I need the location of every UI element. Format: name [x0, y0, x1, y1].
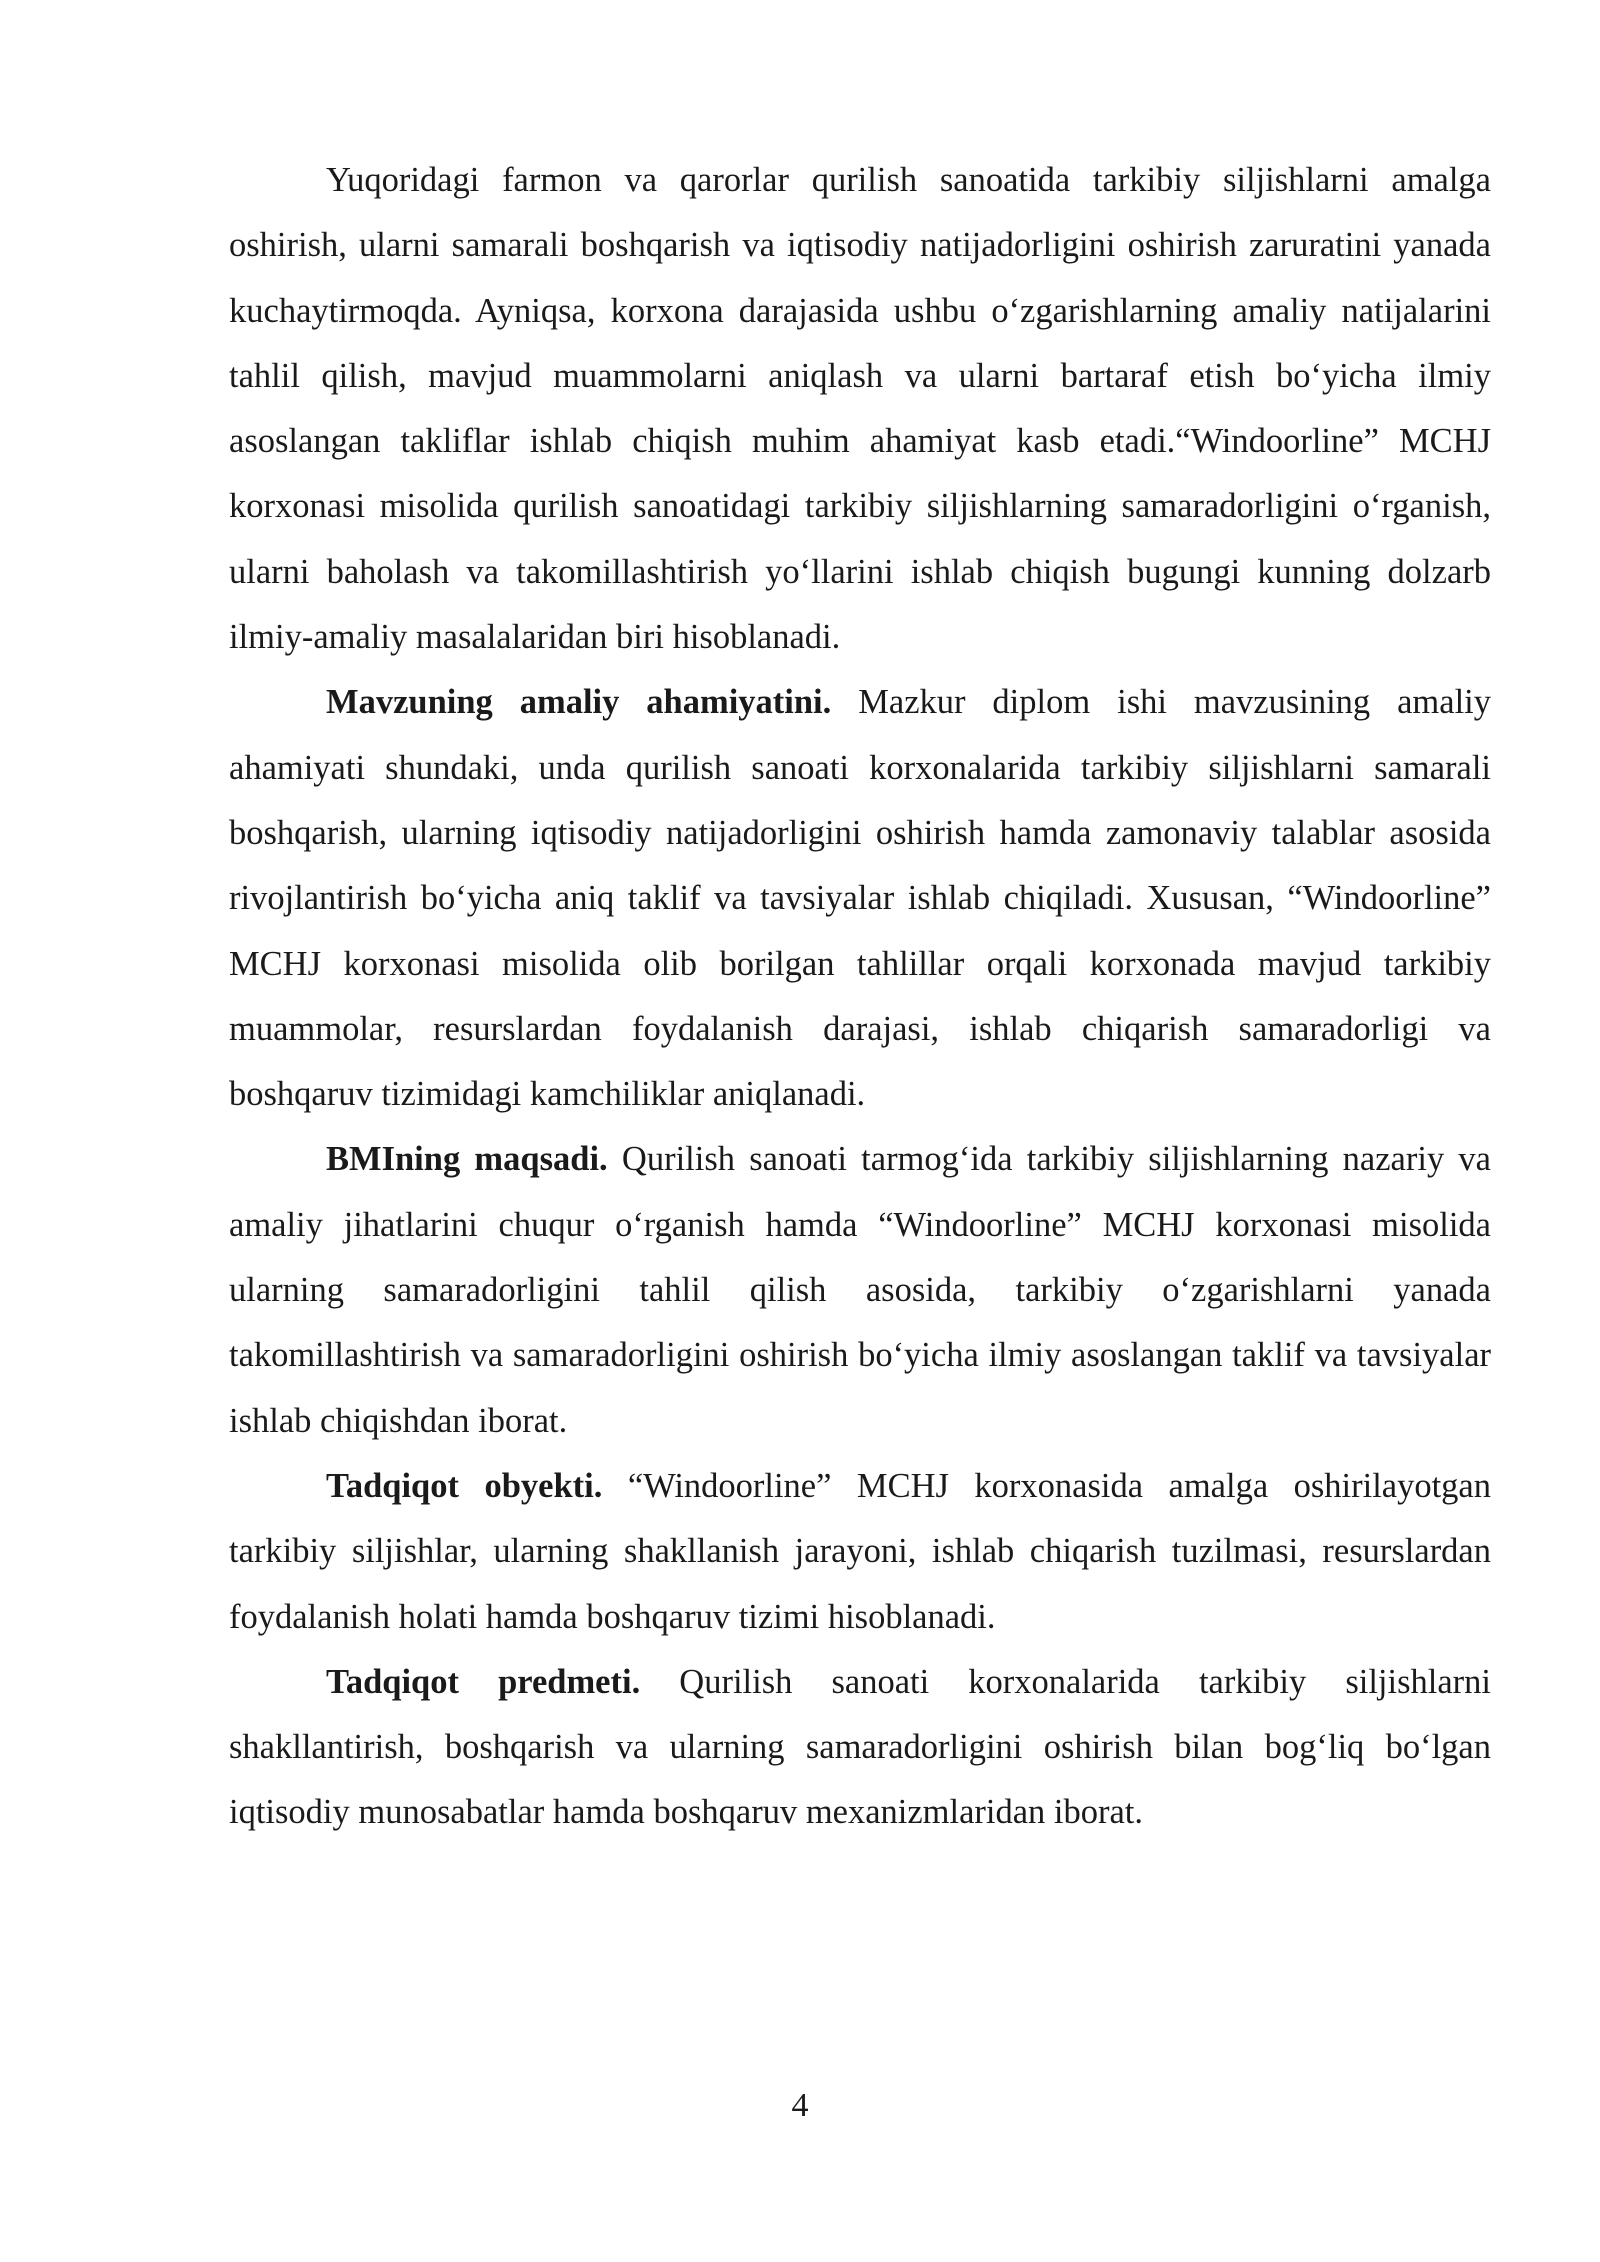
paragraph-heading: Tadqiqot obyekti. — [326, 1466, 603, 1505]
paragraph-intro-text: Yuqoridagi farmon va qarorlar qurilish sanoatida tarkibiy siljishlarni amalga oshirish, ularni samarali boshqarish va iqtisodiy natijadorligini oshirish zaruratini yanada kuchaytirmoqda. Ayniqsa, korxona darajasida ushbu o‘zgarishlarning amaliy natijalarini tahlil qilish, mavjud muammolarni aniqlash va ularni bartaraf etish bo‘yicha ilmiy asoslangan takliflar ishlab chiqish muhim ahamiyat kasb etadi.“Windoorline” MCHJ korxonasi misolida qurilish sanoatidagi tarkibiy siljishlarning samaradorligini o‘rganish, ularni baholash va takomillashtirish yo‘llarini ishlab chiqish bugungi kunning dolzarb ilmiy-amaliy masalalaridan biri hisoblanadi. — [229, 161, 1491, 657]
body-text — [229, 148, 1491, 1846]
paragraph-text: Qurilish sanoati korxonalarida tarkibiy siljishlarni shakllantirish, boshqarish va ularning samaradorligini oshirish bilan bog‘liq bo‘lgan iqtisodiy munosabatlar hamda boshqaruv mexanizmlaridan iborat. — [229, 1662, 1491, 1832]
paragraph-heading: Tadqiqot predmeti. — [326, 1662, 641, 1701]
paragraph-research-object — [229, 1454, 1491, 1650]
page-number: 4 — [791, 2087, 809, 2124]
paragraph-text: Mazkur diplom ishi mavzusining amaliy ahamiyati shundaki, unda qurilish sanoati korxonalarida tarkibiy siljishlarni samarali boshqarish, ularning iqtisodiy natijadorligini oshirish hamda zamonaviy talablar asosida rivojlantirish bo‘yicha aniq taklif va tavsiyalar ishlab chiqiladi. Xususan, “Windoorline” MCHJ korxonasi misolida olib borilgan tahlillar orqali korxonada mavjud tarkibiy muammolar, resurslardan foydalanish darajasi, ishlab chiqarish samaradorligi va boshqaruv tizimidagi kamchiliklar aniqlanadi. — [229, 683, 1491, 1114]
paragraph-heading: Mavzuning amaliy ahamiyatini. — [326, 683, 832, 722]
paragraph-practical-significance — [229, 670, 1491, 1127]
paragraph-intro — [229, 148, 1491, 670]
paragraph-goal — [229, 1127, 1491, 1453]
paragraph-text: Qurilish sanoati tarmog‘ida tarkibiy siljishlarning nazariy va amaliy jihatlarini chuqur o‘rganish hamda “Windoorline” MCHJ korxonasi misolida ularning samaradorligini tahlil qilish asosida, tarkibiy o‘zgarishlarni yanada takomillashtirish va samaradorligini oshirish bo‘yicha ilmiy asoslangan taklif va tavsiyalar ishlab chiqishdan iborat. — [229, 1140, 1491, 1440]
paragraph-research-subject — [229, 1650, 1491, 1846]
paragraph-text: “Windoorline” MCHJ korxonasida amalga oshirilayotgan tarkibiy siljishlar, ularning shakllanish jarayoni, ishlab chiqarish tuzilmasi, resurslardan foydalanish holati hamda boshqaruv tizimi hisoblanadi. — [229, 1466, 1491, 1636]
paragraph-heading: BMIning maqsadi. — [326, 1140, 608, 1179]
